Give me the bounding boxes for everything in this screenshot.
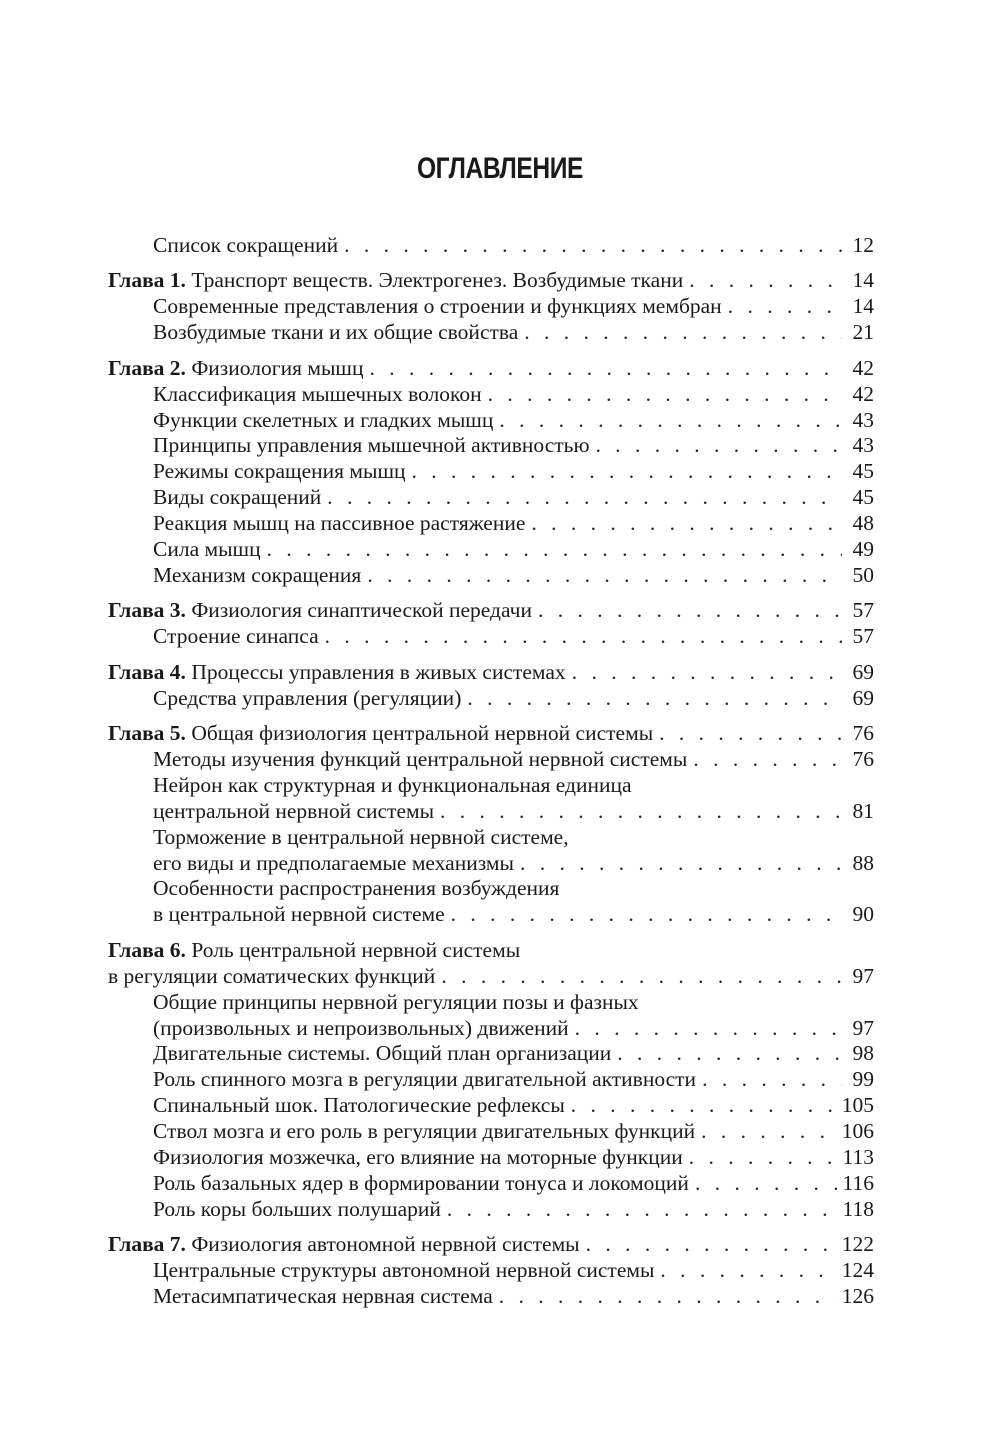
page-number: 42 xyxy=(852,381,874,406)
chapter-title: Физиология автономной нервной системы xyxy=(191,1232,580,1257)
page-number: 99 xyxy=(852,1067,874,1092)
page-number: 105 xyxy=(841,1093,874,1118)
entry-title: Реакция мышц на пассивное растяжение xyxy=(153,511,526,536)
page-number: 45 xyxy=(852,459,874,484)
toc-entry-line1[interactable] xyxy=(108,876,874,902)
dot-leader xyxy=(693,747,842,773)
dot-leader xyxy=(702,1067,842,1093)
dot-leader xyxy=(531,511,842,537)
entry-title: Спинальный шок. Патологические рефлексы xyxy=(153,1093,565,1118)
chapter-heading-line1[interactable] xyxy=(108,938,874,964)
toc-entry[interactable] xyxy=(108,1041,874,1067)
toc-entry[interactable] xyxy=(108,1171,874,1197)
toc-entry[interactable] xyxy=(108,294,874,320)
table-of-contents xyxy=(108,233,874,1319)
toc-entry[interactable] xyxy=(108,320,874,346)
entry-title: Ствол мозга и его роль в регуляции двигательных функций xyxy=(153,1119,696,1144)
entry-title: (произвольных и непроизвольных) движений xyxy=(153,1015,569,1040)
chapter-1 xyxy=(108,268,874,346)
chapter-heading[interactable] xyxy=(108,1232,874,1258)
entry-title-line1: Особенности распространения возбуждения xyxy=(153,876,560,901)
dot-leader xyxy=(689,268,842,294)
dot-leader xyxy=(659,721,842,747)
dot-leader xyxy=(660,1258,835,1284)
dot-leader xyxy=(467,686,842,712)
entry-title: Центральные структуры автономной нервной системы xyxy=(153,1258,655,1283)
dot-leader xyxy=(369,356,842,382)
dot-leader xyxy=(572,660,842,686)
toc-entry[interactable] xyxy=(108,1067,874,1093)
page-number: 12 xyxy=(852,233,874,257)
chapter-label: Глава 5. xyxy=(108,721,186,746)
toc-entry[interactable] xyxy=(108,1093,874,1119)
chapter-title: Общая физиология центральной нервной системы xyxy=(191,721,654,746)
page-number: 43 xyxy=(852,407,874,432)
page-number: 97 xyxy=(852,963,874,988)
page-number: 14 xyxy=(852,268,874,293)
chapter-4 xyxy=(108,660,874,712)
dot-leader xyxy=(586,1232,836,1258)
chapter-label: Глава 6. xyxy=(108,937,186,962)
chapter-label: Глава 4. xyxy=(108,659,186,684)
toc-entry[interactable] xyxy=(108,799,874,825)
entry-title: Строение синапса xyxy=(153,624,319,649)
toc-entry[interactable] xyxy=(108,433,874,459)
entry-title: Классификация мышечных волокон xyxy=(153,381,482,406)
page-number: 45 xyxy=(852,485,874,510)
page-number: 81 xyxy=(852,798,874,823)
toc-entry[interactable] xyxy=(108,511,874,537)
chapter-title: Физиология синаптической передачи xyxy=(191,598,532,623)
dot-leader xyxy=(728,294,842,320)
page-number: 43 xyxy=(852,433,874,458)
page-number: 98 xyxy=(852,1041,874,1066)
chapter-heading[interactable] xyxy=(108,660,874,686)
toc-entry[interactable] xyxy=(108,1284,874,1310)
chapter-title: Физиология мышц xyxy=(191,355,364,380)
chapter-label: Глава 3. xyxy=(108,598,186,623)
toc-entry-line1[interactable] xyxy=(108,773,874,799)
entry-title-line1: Общие принципы нервной регуляции позы и фазных xyxy=(153,989,639,1014)
page-number: 57 xyxy=(852,624,874,649)
entry-title: Список сокращений xyxy=(153,233,339,257)
page-number: 76 xyxy=(852,721,874,746)
dot-leader xyxy=(499,1284,836,1310)
page-number: 50 xyxy=(852,562,874,587)
page-number: 49 xyxy=(852,536,874,561)
dot-leader xyxy=(596,433,842,459)
dot-leader xyxy=(689,1145,837,1171)
entry-title: Возбудимые ткани и их общие свойства xyxy=(153,320,519,345)
toc-entry-line1[interactable] xyxy=(108,825,874,851)
entry-title: Методы изучения функций центральной нервной системы xyxy=(153,747,688,771)
dot-leader xyxy=(367,563,842,589)
dot-leader xyxy=(701,1119,836,1145)
dot-leader xyxy=(617,1041,842,1067)
page-number: 57 xyxy=(852,598,874,623)
entry-title-line1: Нейрон как структурная и функциональная единица xyxy=(153,772,632,797)
page-number: 48 xyxy=(852,511,874,536)
toc-entry[interactable] xyxy=(108,1016,874,1042)
dot-leader xyxy=(695,1171,837,1197)
page-number: 116 xyxy=(842,1170,874,1195)
page-number: 69 xyxy=(852,659,874,684)
chapter-heading[interactable] xyxy=(108,598,874,624)
dot-leader xyxy=(520,851,842,877)
entry-title: Средства управления (регуляции) xyxy=(153,685,462,710)
entry-title: Метасимпатическая нервная система xyxy=(153,1284,493,1308)
toc-front-matter xyxy=(108,233,874,259)
toc-entry[interactable] xyxy=(108,1119,874,1145)
entry-title: Роль коры больших полушарий xyxy=(153,1196,441,1221)
toc-entry[interactable] xyxy=(108,851,874,877)
chapter-heading[interactable] xyxy=(108,356,874,382)
chapter-title: в регуляции соматических функций xyxy=(108,963,436,988)
dot-leader xyxy=(441,964,842,990)
entry-title: Физиология мозжечка, его влияние на моторные функции xyxy=(153,1144,683,1169)
toc-entry[interactable] xyxy=(108,902,874,928)
chapter-6 xyxy=(108,938,874,1223)
page-number: 90 xyxy=(852,902,874,927)
dot-leader xyxy=(412,459,842,485)
chapter-3 xyxy=(108,598,874,650)
page-number: 113 xyxy=(842,1144,874,1169)
entry-title: центральной нервной системы xyxy=(153,798,435,823)
chapter-2 xyxy=(108,356,874,589)
toc-entry[interactable] xyxy=(108,233,874,259)
page-number: 14 xyxy=(852,294,874,319)
toc-entry[interactable] xyxy=(108,459,874,485)
dot-leader xyxy=(575,1016,842,1042)
chapter-title: Транспорт веществ. Электрогенез. Возбудимые ткани xyxy=(191,268,684,293)
toc-entry[interactable] xyxy=(108,382,874,408)
toc-entry[interactable] xyxy=(108,1145,874,1171)
entry-title: Функции скелетных и гладких мышц xyxy=(153,407,494,432)
page-title: ОГЛАВЛЕНИЕ xyxy=(416,152,584,185)
entry-title: в центральной нервной системе xyxy=(153,902,445,927)
chapter-heading[interactable] xyxy=(108,268,874,294)
toc-entry[interactable] xyxy=(108,563,874,589)
dot-leader xyxy=(524,320,842,346)
dot-leader xyxy=(440,799,842,825)
page-number: 42 xyxy=(852,355,874,380)
toc-entry[interactable] xyxy=(108,485,874,511)
dot-leader xyxy=(344,233,842,259)
chapter-title: Процессы управления в живых системах xyxy=(191,659,566,684)
dot-leader xyxy=(499,408,842,434)
entry-title: Роль базальных ядер в формировании тонуса и локомоций xyxy=(153,1170,689,1195)
dot-leader xyxy=(325,624,842,650)
entry-title: Принципы управления мышечной активностью xyxy=(153,433,590,458)
dot-leader xyxy=(571,1093,836,1119)
chapter-heading[interactable] xyxy=(108,964,874,990)
page-number: 122 xyxy=(841,1232,874,1257)
dot-leader xyxy=(451,902,842,928)
dot-leader xyxy=(447,1197,837,1223)
dot-leader xyxy=(488,382,842,408)
toc-entry[interactable] xyxy=(108,624,874,650)
entry-title: Двигательные системы. Общий план организации xyxy=(153,1041,612,1066)
toc-entry[interactable] xyxy=(108,1258,874,1284)
chapter-7 xyxy=(108,1232,874,1310)
chapter-label: Глава 7. xyxy=(108,1232,186,1257)
toc-entry[interactable] xyxy=(108,686,874,712)
entry-title: Механизм сокращения xyxy=(153,562,362,587)
chapter-title-line1: Роль центральной нервной системы xyxy=(191,937,521,962)
chapter-heading[interactable] xyxy=(108,721,874,747)
entry-title: Режимы сокращения мышц xyxy=(153,459,406,484)
entry-title-line1: Торможение в центральной нервной системе, xyxy=(153,824,569,849)
dot-leader xyxy=(538,598,842,624)
dot-leader xyxy=(267,537,842,563)
chapter-label: Глава 1. xyxy=(108,268,186,293)
page-number: 118 xyxy=(842,1196,874,1221)
entry-title: Виды сокращений xyxy=(153,485,322,510)
toc-entry[interactable] xyxy=(108,408,874,434)
page-number: 69 xyxy=(852,685,874,710)
toc-entry-line1[interactable] xyxy=(108,990,874,1016)
page-number: 21 xyxy=(852,320,874,345)
toc-entry[interactable] xyxy=(108,1197,874,1223)
entry-title: его виды и предполагаемые механизмы xyxy=(153,850,514,875)
page-number: 124 xyxy=(841,1258,874,1283)
page-number: 126 xyxy=(841,1284,874,1308)
page-number: 88 xyxy=(852,850,874,875)
dot-leader xyxy=(327,485,842,511)
chapter-label: Глава 2. xyxy=(108,355,186,380)
entry-title: Сила мышц xyxy=(153,536,261,561)
toc-entry[interactable] xyxy=(108,537,874,563)
page-number: 76 xyxy=(852,747,874,771)
entry-title: Современные представления о строении и функциях мембран xyxy=(153,294,722,319)
chapter-5 xyxy=(108,721,874,928)
page-number: 97 xyxy=(852,1015,874,1040)
entry-title: Роль спинного мозга в регуляции двигательной активности xyxy=(153,1067,697,1092)
toc-entry[interactable] xyxy=(108,747,874,773)
page-number: 106 xyxy=(841,1119,874,1144)
